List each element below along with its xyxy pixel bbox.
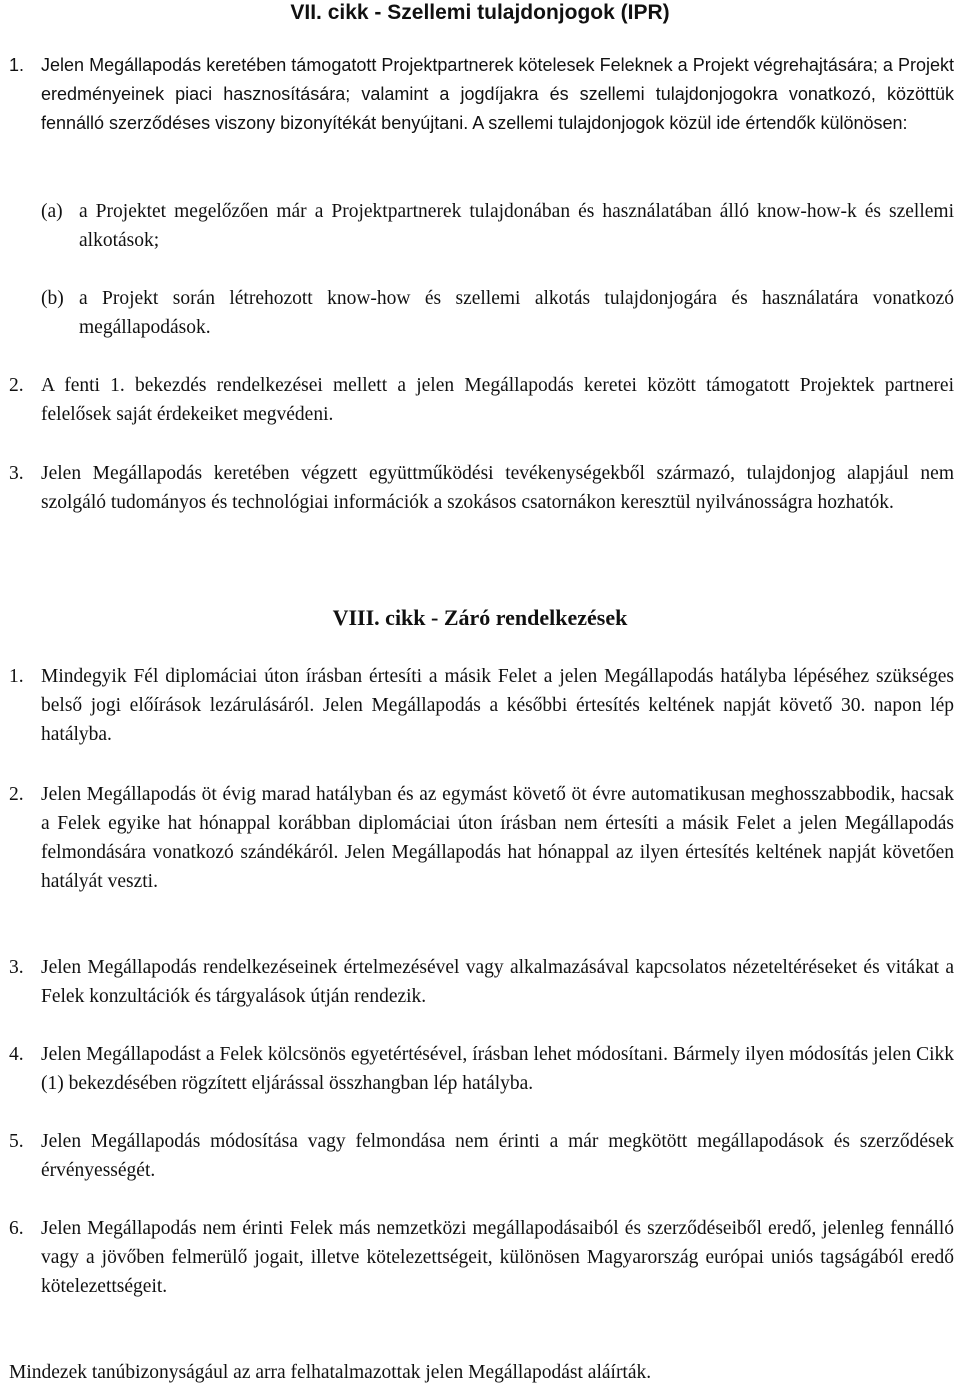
article-7-paragraph-3 [9, 459, 954, 517]
article-7-item-b [41, 284, 954, 342]
article-8-paragraph-4 [9, 1040, 954, 1098]
paragraph-text: Jelen Megállapodás nem érinti Felek más nemzetközi megállapodásaiból és szerződéseiből eredő, jelenleg fennálló vagy a jövőben felmerülő jogait, illetve kötelezettségeit, különösen Magyarország európai uniós tagságából eredő kötelezettségeit. [41, 1218, 954, 1297]
article-8-heading: VIII. cikk - Záró rendelkezések [332, 605, 628, 630]
paragraph-number: 3. [9, 957, 24, 978]
paragraph-text: Jelen Megállapodás keretében végzett együttműködési tevékenységekből származó, tulajdonjog alapjául nem szolgáló tudományos és technológiai információk a szokásos csatornákon keresztül nyilvánosságra hozhatók. [41, 463, 954, 513]
paragraph-text: Jelen Megállapodást a Felek kölcsönös egyetértésével, írásban lehet módosítani. Bármely ilyen módosítás jelen Cikk (1) bekezdésében rögzített eljárással összhangban lép hatályba. [41, 1044, 954, 1094]
paragraph-text: Jelen Megállapodás módosítása vagy felmondása nem érinti a már megkötött megállapodások és szerződések érvényességét. [41, 1131, 954, 1181]
item-text: a Projekt során létrehozott know-how és szellemi alkotás tulajdonjogára és használatára vonatkozó megállapodások. [79, 288, 954, 338]
article-7-heading: VII. cikk - Szellemi tulajdonjogok (IPR) [290, 1, 670, 24]
article-8-paragraph-5 [9, 1127, 954, 1185]
article-7-paragraph-1 [9, 51, 954, 138]
article-8-paragraph-3 [9, 953, 954, 1011]
paragraph-number: 1. [9, 666, 24, 687]
paragraph-text: Mindegyik Fél diplomáciai úton írásban értesíti a másik Felet a jelen Megállapodás hatályba lépéséhez szükséges belső jogi előírások lezárulásáról. Jelen Megállapodás a későbbi értesítés keltének napját követő 30. napon lép hatályba. [41, 666, 954, 745]
paragraph-text: A fenti 1. bekezdés rendelkezései mellett a jelen Megállapodás keretei között támogatott Projektek partnerei felelősek saját érdekeiket megvédeni. [41, 375, 954, 425]
article-7-paragraph-2 [9, 371, 954, 429]
paragraph-number: 4. [9, 1044, 24, 1065]
item-label: (a) [41, 201, 63, 222]
paragraph-text: Jelen Megállapodás keretében támogatott Projektpartnerek kötelesek Feleknek a Projekt végrehajtására; a Projekt eredményeinek piaci hasznosítására; valamint a jogdíjakra és szellemi tulajdonjogokra vonatkozó, közöttük fennálló szerződéses viszony bizonyítékát benyújtani. A szellemi tulajdonjogok közül ide értendők különösen: [41, 55, 954, 133]
article-8-paragraph-2 [9, 780, 954, 896]
article-7-item-a [41, 197, 954, 255]
paragraph-number: 2. [9, 375, 24, 396]
paragraph-text: Jelen Megállapodás rendelkezéseinek értelmezésével vagy alkalmazásával kapcsolatos nézeteltéréseket és vitákat a Felek konzultációk és tárgyalások útján rendezik. [41, 957, 954, 1007]
item-label: (b) [41, 288, 64, 309]
paragraph-number: 2. [9, 784, 24, 805]
article-8-paragraph-6 [9, 1214, 954, 1301]
paragraph-text: Jelen Megállapodás öt évig marad hatályban és az egymást követő öt évre automatikusan meghosszabbodik, hacsak a Felek egyike hat hónappal korábban diplomáciai úton írásban nem értesíti a másik Felet a jelen Megállapodás felmondására vonatkozó szándékáról. Jelen Megállapodás hat hónappal az ilyen értesítés keltének napját követően hatályát veszti. [41, 784, 954, 892]
paragraph-number: 3. [9, 463, 24, 484]
paragraph-number: 6. [9, 1218, 24, 1239]
article-8-paragraph-1 [9, 662, 954, 749]
item-text: a Projektet megelőzően már a Projektpartnerek tulajdonában és használatában álló know-how-k és szellemi alkotások; [79, 201, 954, 251]
paragraph-number: 5. [9, 1131, 24, 1152]
closing-statement: Mindezek tanúbizonyságául az arra felhatalmazottak jelen Megállapodást aláírták. [9, 1362, 652, 1383]
paragraph-number: 1. [9, 55, 25, 75]
